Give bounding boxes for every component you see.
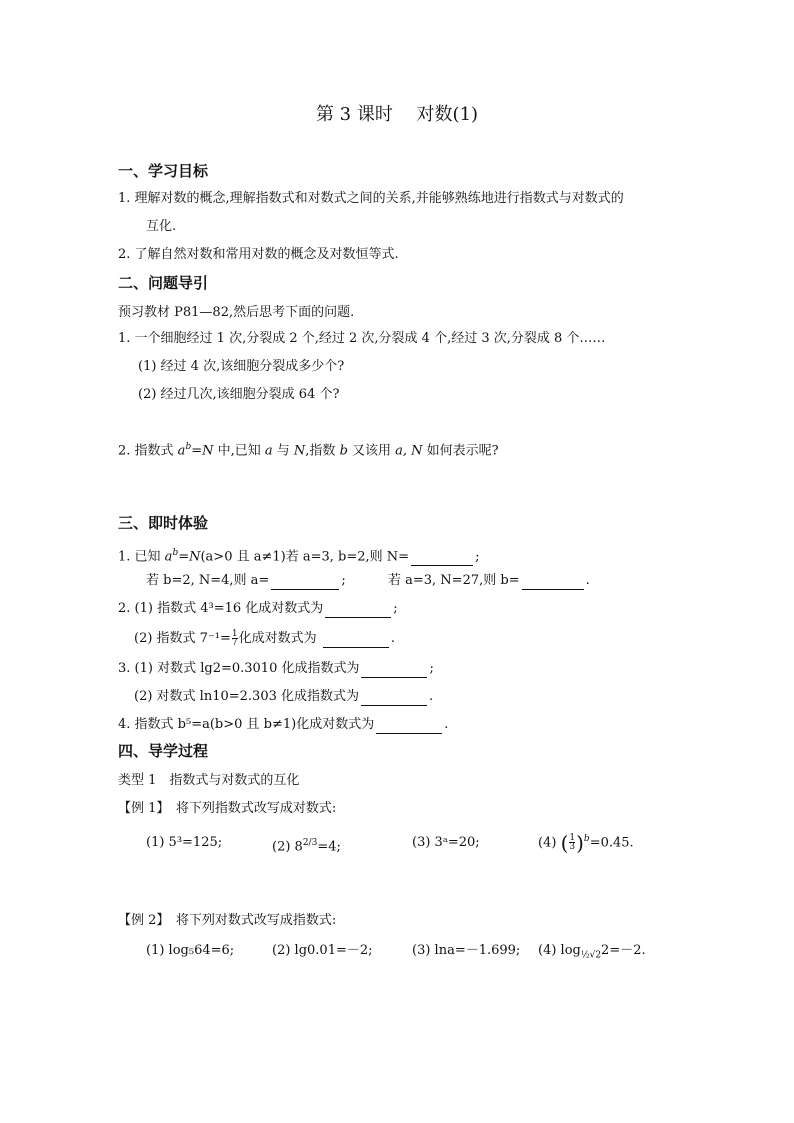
example-2-item-2: (2) lg0.01=－2; [272, 943, 373, 958]
answer-blank[interactable] [522, 589, 584, 590]
question-1a: (1) 经过 4 次,该细胞分裂成多少个? [138, 359, 345, 374]
question-1b: (2) 经过几次,该细胞分裂成 64 个? [138, 387, 340, 402]
page-title: 第 3 课时 对数(1) [315, 104, 479, 125]
question-1: 1. 一个细胞经过 1 次,分裂成 2 个,经过 2 次,分裂成 4 个,经过 3 次,分裂成 8 个…… [118, 331, 606, 346]
example-1-heading: 【例 1】 将下列指数式改写成对数式: [118, 801, 337, 816]
exercise-2b: (2) 指数式 7⁻¹= $\frac{1}{7}$ 化成对数式为 . [134, 629, 395, 648]
section-heading-practice: 三、即时体验 [118, 514, 209, 532]
exercise-3b: (2) 对数式 ln10=2.303 化成指数式为 . [134, 689, 434, 704]
example-1-item-2: (2) $8^{2/3}=4$; [272, 838, 341, 855]
example-2-item-1: (1) log₅64=6; [146, 943, 235, 958]
section-heading-questions: 二、问题导引 [118, 274, 209, 292]
answer-blank[interactable] [271, 589, 339, 590]
exercise-2a: 2. (1) 指数式 4³=16 化成对数式为 ; [118, 601, 398, 616]
exercise-4: 4. 指数式 b⁵=a(b>0 且 b≠1)化成对数式为 . [118, 717, 449, 732]
answer-blank[interactable] [411, 565, 473, 566]
example-1-item-1: (1) 5³=125; [146, 835, 223, 850]
example-2-heading: 【例 2】 将下列对数式改写成指数式: [118, 913, 337, 928]
preview-intro: 预习教材 P81—82,然后思考下面的问题. [118, 305, 355, 320]
example-1-item-3: (3) 3ᵃ=20; [412, 835, 480, 850]
question-2: 2. 指数式 $a^b=N$ 中,已知 a 与 N,指数 b 又该用 a, N 如何表示呢? [118, 442, 499, 459]
answer-blank[interactable] [325, 617, 391, 618]
section-heading-process: 四、导学过程 [118, 742, 209, 760]
goal-item-2: 2. 了解自然对数和常用对数的概念及对数恒等式. [118, 247, 399, 262]
type-1-heading: 类型 1 指数式与对数式的互化 [118, 773, 300, 788]
section-heading-goals: 一、学习目标 [118, 162, 209, 180]
answer-blank[interactable] [361, 677, 427, 678]
exercise-1-part-b: 若 a=3, N=27,则 b= . [388, 573, 590, 588]
example-2-item-3: (3) lna=－1.699; [412, 943, 521, 958]
goal-item-1: 1. 理解对数的概念,理解指数式和对数式之间的关系,并能够熟练地进行指数式与对数式的 [118, 191, 624, 206]
goal-item-1-cont: 互化. [146, 219, 177, 234]
answer-blank[interactable] [361, 705, 427, 706]
answer-blank[interactable] [376, 733, 442, 734]
example-1-item-4: (4) ( $\frac{1}{3}$ )$^b$=0.45. [538, 830, 634, 855]
exercise-3a: 3. (1) 对数式 lg2=0.3010 化成指数式为 ; [118, 661, 434, 676]
exercise-1-part-a: 若 b=2, N=4,则 a= ; [146, 573, 346, 588]
exercise-1: 1. 已知 $a^b=N(a>0$ 且 a≠1)若 a=3, b=2,则 N= ; [118, 548, 480, 565]
answer-blank[interactable] [323, 647, 389, 648]
example-2-item-4: (4) $\log_{\frac{1}{2}√2}2=-2$. [538, 943, 646, 961]
